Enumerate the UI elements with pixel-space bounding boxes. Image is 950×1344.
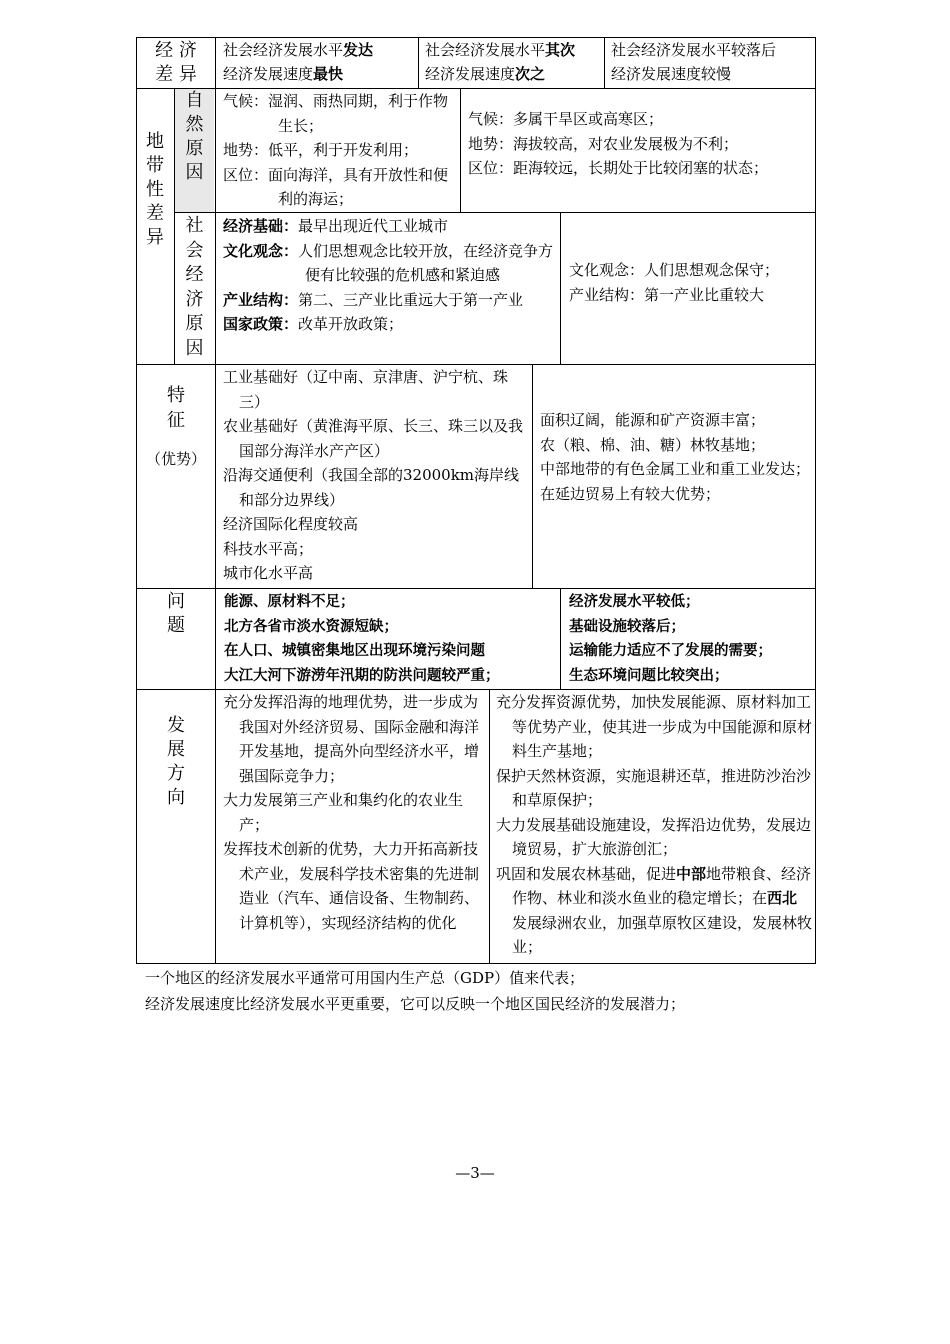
note-gdp: 一个地区的经济发展水平通常可用国内生产总（GDP）值来代表； [145,969,585,987]
item: 科技水平高； [223,539,314,558]
char: 原 [185,313,204,335]
economic-difference-label [137,38,215,88]
char: 征 [167,409,185,431]
item: 充分发挥资源优势，加快发展能源、原材料加工等优势产业，使其进一步成为中国能源和原材料生产基地； [496,693,812,760]
col-divider [460,88,461,213]
key: 经济基础： [223,217,299,235]
text: 社会经济发展水平 [223,41,344,59]
problems-label [137,590,215,640]
col-divider [560,588,561,690]
item [223,214,558,239]
char: 题 [167,615,185,636]
problems-west [569,590,814,688]
value: 人们思想观念比较开放，在经济竞争方便有比较强的危机感和紧迫感 [298,241,554,284]
key: 产业结构： [223,290,299,309]
char: 性 [146,179,164,200]
item: 大力发展基础设施建设，发挥沿边优势，发展边境贸易，扩大旅游创汇； [496,815,812,858]
col-divider [215,37,216,964]
item [223,312,558,337]
table-border-top [136,37,816,38]
table-border-left [136,37,137,964]
char: 展 [167,739,185,760]
direction-label [137,714,215,814]
char: 发 [167,715,185,736]
east-speed [223,62,418,86]
char: 经 [185,264,204,286]
item: 发挥技术创新的优势，大力开拓高新技术产业，发展科学技术密集的先进制造业（汽车、通信设备、生物制药、计算机等），实现经济结构的优化 [223,840,480,932]
zonal-difference-label [137,130,173,270]
item: 能源、原材料不足； [224,594,355,610]
social-reason-label [175,214,214,364]
text: 社会经济发展水平 [425,41,546,59]
item: 经济发展水平较低； [569,594,700,610]
item: 文化观念：人们思想观念保守； [569,261,780,279]
item: 产业结构：第一产业比重较大 [569,285,765,304]
social-west [569,258,809,313]
char: 会 [185,239,204,261]
text: 经济发展速度 [223,65,314,83]
col-divider [532,364,533,589]
col-divider [489,689,490,964]
text: 经济发展速度 [425,65,516,83]
char: 自 [185,90,204,111]
row-divider [136,689,816,690]
label-line: 差 异 [155,64,197,85]
note-growth-speed: 经济发展速度比经济发展水平更重要，它可以反映一个地区国民经济的发展潜力； [145,995,686,1013]
char: 济 [185,288,204,310]
item: 区位：距海较远，长期处于比较闭塞的状态； [468,159,769,177]
direction-east [223,690,486,962]
emphasis: 西北 [767,889,798,907]
key: 文化观念： [223,241,299,260]
item: 生态环境问题比较突出； [569,667,729,684]
char: 原 [185,138,204,159]
item: 运输能力适应不了发展的需要； [569,643,772,659]
problems-east [224,590,554,688]
emphasis: 最快 [313,65,344,83]
item: 气候：多属干旱区或高寒区； [468,110,664,128]
item: 中部地带的有色金属工业和重工业发达； [540,460,811,478]
natural-west [468,107,808,197]
col-divider [604,37,605,89]
item: 农业基础好（黄淮海平原、长三、珠三以及我国部分海洋水产产区） [223,417,524,460]
char: 然 [185,114,204,135]
item: 区位：面向海洋，具有开放性和便利的海运； [223,165,449,208]
item: 沿海交通便利（我国全部的32000km海岸线和部分边界线） [223,466,520,509]
char: 方 [167,763,185,784]
row-divider [136,364,816,365]
item: 经济国际化程度较高 [223,515,359,533]
advantage-sublabel: （优势） [145,450,206,468]
west-level: 社会经济发展水平较落后 [611,41,777,59]
item: 北方各省市淡水资源短缺； [224,618,398,635]
item [223,239,558,288]
char: 向 [167,787,185,808]
char: 因 [185,337,204,359]
item: 大江大河下游涝年汛期的防洪问题较严重； [224,667,500,684]
item: 充分发挥沿海的地理优势，进一步成为我国对外经济贸易、国际金融和海洋开发基地，提高外向型经济水平，增强国际竞争力； [223,693,480,785]
item: 工业基础好（辽中南、京津唐、沪宁杭、珠三） [223,368,509,411]
item: 面积辽阔，能源和矿产资源丰富； [540,411,766,429]
char: 社 [185,215,204,236]
item: 在人口、城镇密集地区出现环境污染问题 [224,643,485,659]
features-label [137,384,215,494]
item [496,862,812,960]
col-divider [560,212,561,365]
natural-east [223,89,455,212]
item: 在延边贸易上有较大优势； [540,484,721,503]
emphasis: 发达 [343,41,374,59]
page-number: —3— [455,1164,495,1182]
central-speed [425,62,603,86]
char: 特 [167,385,185,406]
item: 地势：低平，利于开发利用； [223,141,419,159]
item: 保护天然林资源，实施退耕还草，推进防沙治沙和草原保护； [496,766,812,809]
char: 地 [146,131,164,152]
col-divider [174,88,175,365]
row-divider [174,212,816,213]
item [223,288,558,313]
features-east [223,365,528,587]
value: 最早出现近代工业城市 [298,217,449,235]
row-divider [136,588,816,589]
social-east [223,214,558,364]
text: 地带粮食、经济作物、林业和淡水鱼业的稳定增长；在 [512,864,812,907]
value: 第二、三产业比重远大于第一产业 [298,290,524,309]
text: 巩固和发展农林基础，促进 [496,864,677,883]
item: 大力发展第三产业和集约化的农业生产； [223,791,464,834]
label-line: 经 济 [155,40,197,61]
features-west [540,408,812,533]
east-header [223,38,418,88]
natural-reason-label [175,89,214,212]
table-border-right [815,37,816,964]
central-header [425,38,603,88]
col-divider [418,37,419,89]
west-header [611,38,816,88]
central-level [425,38,603,62]
char: 因 [185,162,204,183]
item: 地势：海拔较高，对农业发展极为不利； [468,134,739,153]
direction-west [496,690,812,962]
item: 农（粮、棉、油、糖）林牧基地； [540,435,766,454]
row-divider [136,88,816,89]
emphasis: 次之 [515,65,546,83]
char: 带 [146,155,164,176]
value: 改革开放政策； [298,315,404,333]
text: 发展绿洲农业，加强草原牧区建设，发展林牧业； [512,913,812,956]
item: 城市化水平高 [223,564,314,582]
west-speed: 经济发展速度较慢 [611,65,732,83]
east-level [223,38,418,62]
emphasis: 其次 [545,41,576,59]
item: 气候：湿润、雨热同期，利于作物生长； [223,92,449,135]
char: 差 [146,203,164,224]
table-border-bottom [136,963,816,964]
char: 问 [167,591,185,612]
key: 国家政策： [223,315,299,333]
emphasis: 中部 [676,864,707,883]
char: 异 [146,227,164,248]
item: 基础设施较落后； [569,618,685,635]
